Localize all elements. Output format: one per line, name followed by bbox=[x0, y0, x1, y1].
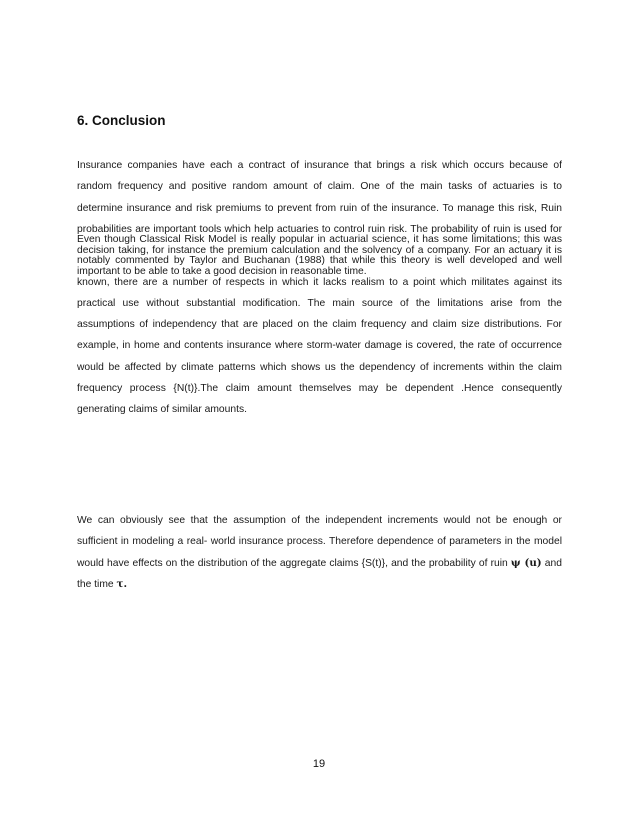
psi-argument: (u) bbox=[520, 556, 542, 569]
paragraph-2: Even though Classical Risk Model is really popular in actuarial science, it has some limitations; this was notably commented by Taylor and Buchanan (1988) that while this theory is well developed and well known, there are a number of respects in which it lacks realism to a point which militates against its practical use without substantial modification. The main source of the limitations arise from the assumptions of independency that are placed on the claim frequency and claim size distributions. For example, in home and contents insurance where storm-water damage is covered, the rate of occurrence would be affected by climate patterns which shows us the dependency of increments within the claim frequency process {N(t)}.The claim amount themselves may be dependent .Hence consequently generating claims of similar amounts. bbox=[77, 234, 562, 416]
section-heading: 6. Conclusion bbox=[77, 113, 166, 128]
psi-symbol: ψ bbox=[510, 556, 521, 569]
page-number: 19 bbox=[312, 758, 326, 770]
paragraph-3-text: We can obviously see that the assumption of the independent increments would not be enough or sufficient in modeling a real- world insurance process. Therefore dependence of parameters in the model would have effects on the distribution of the aggregate claims {S(t)}, and the probability of ruin bbox=[77, 515, 562, 569]
paragraph-1: Insurance companies have each a contract of insurance that brings a risk which occurs because of random frequency and positive random amount of claim. One of the main tasks of actuaries is to determine insurance and risk premiums to prevent from ruin of the insurance. To manage this risk, Ruin probabilities are important tools which help actuaries to control ruin risk. The probability of ruin is used for decision taking, for instance the premium calculation and the solvency of a company. For an actuary it is important to be able to take a good decision in reasonable time. bbox=[77, 160, 562, 278]
paragraph-3 bbox=[77, 510, 562, 595]
paragraph-3-ending: . bbox=[123, 577, 128, 590]
paragraph-3-connector: and the time bbox=[77, 557, 562, 590]
tau-symbol: τ bbox=[116, 577, 124, 590]
